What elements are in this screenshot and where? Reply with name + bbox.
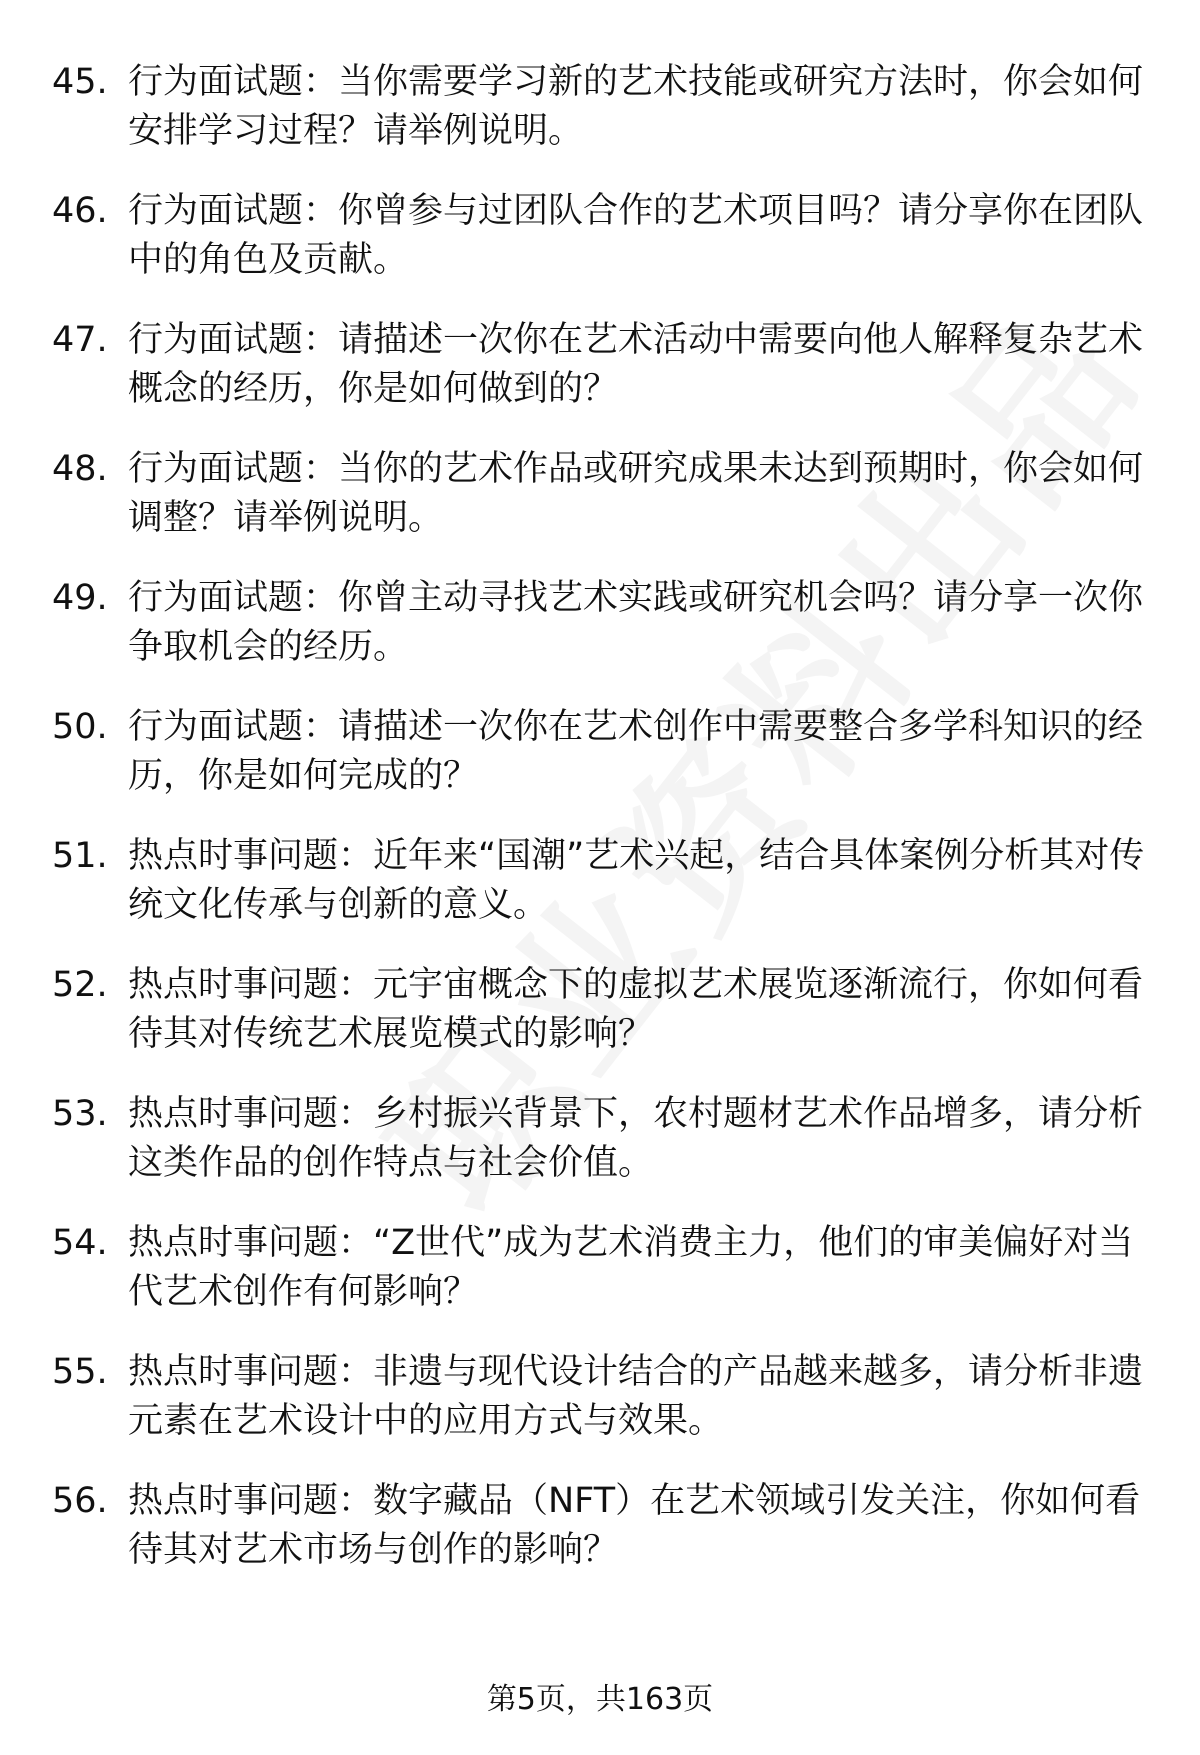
question-number: 56. — [52, 1481, 108, 1521]
question-text: 行为面试题：当你需要学习新的艺术技能或研究方法时，你会如何安排学习过程？请举例说明。 — [128, 62, 1144, 151]
question-text: 行为面试题：请描述一次你在艺术活动中需要向他人解释复杂艺术概念的经历，你是如何做到的？ — [128, 320, 1144, 409]
list-item — [0, 1477, 1200, 1575]
question-number: 52. — [52, 965, 108, 1005]
question-number: 53. — [52, 1094, 108, 1134]
question-number: 47. — [52, 320, 108, 360]
list-item — [0, 832, 1200, 930]
list-item — [0, 316, 1200, 414]
question-number: 48. — [52, 449, 108, 489]
question-number: 50. — [52, 707, 108, 747]
question-text: 行为面试题：你曾参与过团队合作的艺术项目吗？请分享你在团队中的角色及贡献。 — [128, 191, 1144, 280]
question-text: 行为面试题：你曾主动寻找艺术实践或研究机会吗？请分享一次你争取机会的经历。 — [128, 578, 1144, 667]
question-number: 46. — [52, 191, 108, 231]
list-item — [0, 703, 1200, 801]
list-item — [0, 187, 1200, 285]
question-text: 热点时事问题：乡村振兴背景下，农村题材艺术作品增多，请分析这类作品的创作特点与社会价值。 — [128, 1094, 1144, 1183]
list-item — [0, 1348, 1200, 1446]
question-number: 51. — [52, 836, 108, 876]
question-number: 55. — [52, 1352, 108, 1392]
list-item — [0, 574, 1200, 672]
question-text: 行为面试题：当你的艺术作品或研究成果未达到预期时，你会如何调整？请举例说明。 — [128, 449, 1144, 538]
list-item — [0, 1219, 1200, 1317]
list-item — [0, 961, 1200, 1059]
question-text: 热点时事问题：近年来“国潮”艺术兴起，结合具体案例分析其对传统文化传承与创新的意义。 — [128, 836, 1145, 925]
question-number: 49. — [52, 578, 108, 618]
page-number-footer: 第5页，共163页 — [486, 1682, 714, 1717]
question-text: 热点时事问题：数字藏品（NFT）在艺术领域引发关注，你如何看待其对艺术市场与创作的影响？ — [128, 1481, 1141, 1570]
question-number: 45. — [52, 62, 108, 102]
question-number: 54. — [52, 1223, 108, 1263]
list-item — [0, 58, 1200, 156]
list-item — [0, 445, 1200, 543]
question-text: 热点时事问题：“Z世代”成为艺术消费主力，他们的审美偏好对当代艺术创作有何影响？ — [128, 1223, 1134, 1312]
question-list — [0, 58, 1200, 1606]
question-text: 行为面试题：请描述一次你在艺术创作中需要整合多学科知识的经历，你是如何完成的？ — [128, 707, 1144, 796]
question-text: 热点时事问题：元宇宙概念下的虚拟艺术展览逐渐流行，你如何看待其对传统艺术展览模式的影响？ — [128, 965, 1144, 1054]
list-item — [0, 1090, 1200, 1188]
question-text: 热点时事问题：非遗与现代设计结合的产品越来越多，请分析非遗元素在艺术设计中的应用方式与效果。 — [128, 1352, 1144, 1441]
